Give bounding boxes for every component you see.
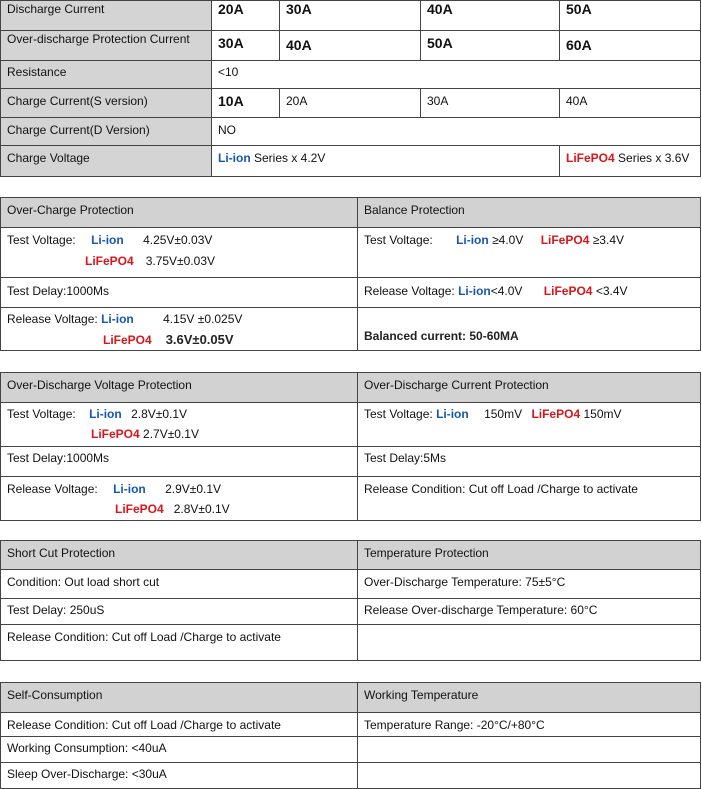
- short-temp-table: [0, 540, 701, 661]
- charge-s-value: 30A: [421, 89, 560, 118]
- balance-release-li: <4.0V: [490, 284, 523, 298]
- short-title: Short Cut Protection: [1, 541, 358, 570]
- balance-li-value: ≥4.0V: [492, 233, 524, 247]
- od-current-lfp-value: 150mV: [583, 407, 622, 421]
- charge-voltage-label: Charge Voltage: [1, 146, 212, 177]
- release-voltage-label: Release Voltage:: [7, 312, 98, 326]
- release-voltage-label: Release Voltage:: [364, 284, 455, 298]
- discharge-value: 40A: [421, 1, 560, 31]
- charge-current-s-label: Charge Current(S version): [1, 89, 212, 118]
- test-voltage-label: Test Voltage:: [364, 233, 433, 247]
- chem-li-ion: Li-ion: [89, 407, 122, 421]
- charge-d-value: NO: [212, 118, 701, 146]
- overcharge-delay: Test Delay:1000Ms: [1, 278, 358, 308]
- short-condition: Condition: Out load short cut: [1, 570, 358, 599]
- chem-lifepo4: LiFePO4: [543, 284, 593, 298]
- od-release-lfp: 2.8V±0.1V: [173, 502, 230, 516]
- od-lfp-value: 2.7V±0.1V: [143, 427, 199, 441]
- over-discharge-table: [0, 372, 701, 521]
- od-current-test-voltage: [358, 403, 701, 447]
- temp-empty-cell: [358, 625, 701, 661]
- od-current-delay: Test Delay:5Ms: [358, 447, 701, 477]
- over-discharge-value: 30A: [212, 31, 280, 61]
- chem-lifepo4: LiFePO4: [115, 502, 164, 516]
- working-temp-title: Working Temperature: [358, 683, 701, 713]
- chem-lifepo4: LiFePO4: [85, 254, 134, 268]
- spec-table: [0, 0, 701, 177]
- od-test-voltage: [1, 403, 358, 447]
- chem-lifepo4: LiFePO4: [91, 427, 140, 441]
- od-current-li-value: 150mV: [484, 407, 523, 421]
- overcharge-li-value: 4.25V±0.03V: [143, 233, 213, 247]
- release-temperature: Release Over-discharge Temperature: 60°C: [358, 599, 701, 625]
- working-temp-range: Temperature Range: -20°C/+80°C: [358, 713, 701, 737]
- charge-voltage-li: [212, 146, 560, 177]
- resistance-value: <10: [212, 61, 701, 89]
- overcharge-release-voltage: [1, 308, 358, 351]
- od-li-value: 2.8V±0.1V: [131, 407, 188, 421]
- od-current-release: Release Condition: Cut off Load /Charge to activate: [358, 477, 701, 521]
- balance-release-voltage: [358, 278, 701, 308]
- test-voltage-label: Test Voltage:: [7, 233, 76, 247]
- chem-lifepo4: LiFePO4: [540, 233, 590, 247]
- self-release: Release Condition: Cut off Load /Charge to activate: [1, 713, 358, 737]
- charge-voltage-lfp: [560, 146, 701, 177]
- discharge-current-label: Discharge Current: [1, 1, 212, 31]
- balance-title: Balance Protection: [358, 198, 701, 228]
- charge-current-d-label: Charge Current(D Version): [1, 118, 212, 146]
- balanced-current-text: Balanced current: 50-60MA: [364, 329, 519, 343]
- working-empty-cell: [358, 763, 701, 789]
- release-voltage-label: Release Voltage:: [7, 482, 98, 496]
- overcharge-lfp-value: 3.75V±0.03V: [145, 254, 215, 268]
- working-empty-cell: [358, 737, 701, 763]
- resistance-label: Resistance: [1, 61, 212, 89]
- over-discharge-current-label: Over-discharge Protection Current: [1, 31, 212, 61]
- discharge-value: 30A: [280, 1, 421, 31]
- charge-s-value: 20A: [280, 89, 421, 118]
- discharge-value: 50A: [560, 1, 701, 31]
- test-voltage-label: Test Voltage:: [7, 407, 76, 421]
- over-discharge-value: 40A: [280, 31, 421, 61]
- od-delay: Test Delay:1000Ms: [1, 447, 358, 477]
- overcharge-test-voltage: [1, 228, 358, 278]
- overcharge-release-li: 4.15V ±0.025V: [163, 312, 243, 326]
- over-discharge-value: 50A: [421, 31, 560, 61]
- working-consumption: Working Consumption: <40uA: [1, 737, 358, 763]
- temperature-title: Temperature Protection: [358, 541, 701, 570]
- chem-li-ion: Li-ion: [458, 284, 491, 298]
- od-temperature: Over-Discharge Temperature: 75±5°C: [358, 570, 701, 599]
- over-discharge-value: 60A: [560, 31, 701, 61]
- self-consumption-table: [0, 682, 701, 789]
- chem-li-ion: Li-ion: [101, 312, 134, 326]
- self-title: Self-Consumption: [1, 683, 358, 713]
- charge-voltage-lfp-text: Series x 3.6V: [614, 151, 690, 165]
- chem-li-ion: Li-ion: [113, 482, 146, 496]
- short-delay: Test Delay: 250uS: [1, 599, 358, 625]
- charge-s-value: 10A: [212, 89, 280, 118]
- od-voltage-title: Over-Discharge Voltage Protection: [1, 373, 358, 403]
- overcharge-release-lfp: 3.6V±0.05V: [165, 332, 234, 347]
- balanced-current: [358, 308, 701, 351]
- sleep-consumption: Sleep Over-Discharge: <30uA: [1, 763, 358, 789]
- chem-li-ion: Li-ion: [456, 233, 489, 247]
- chem-li-ion: Li-ion: [91, 233, 124, 247]
- balance-lfp-value: ≥3.4V: [592, 233, 624, 247]
- chem-li-ion: Li-ion: [218, 151, 251, 165]
- chem-lifepo4: LiFePO4: [103, 333, 152, 347]
- od-current-title: Over-Discharge Current Protection: [358, 373, 701, 403]
- balance-release-lfp: <3.4V: [595, 284, 628, 298]
- od-release-voltage: [1, 477, 358, 521]
- short-release: Release Condition: Cut off Load /Charge to activate: [1, 625, 358, 661]
- charge-voltage-li-text: Series x 4.2V: [250, 151, 326, 165]
- charge-s-value: 40A: [560, 89, 701, 118]
- discharge-value: 20A: [212, 1, 280, 31]
- od-release-li: 2.9V±0.1V: [165, 482, 222, 496]
- chem-lifepo4: LiFePO4: [531, 407, 581, 421]
- chem-li-ion: Li-ion: [436, 407, 469, 421]
- overcharge-title: Over-Charge Protection: [1, 198, 358, 228]
- test-voltage-label: Test Voltage:: [364, 407, 433, 421]
- chem-lifepo4: LiFePO4: [566, 151, 615, 165]
- balance-test-voltage: [358, 228, 701, 278]
- overcharge-balance-table: [0, 197, 701, 351]
